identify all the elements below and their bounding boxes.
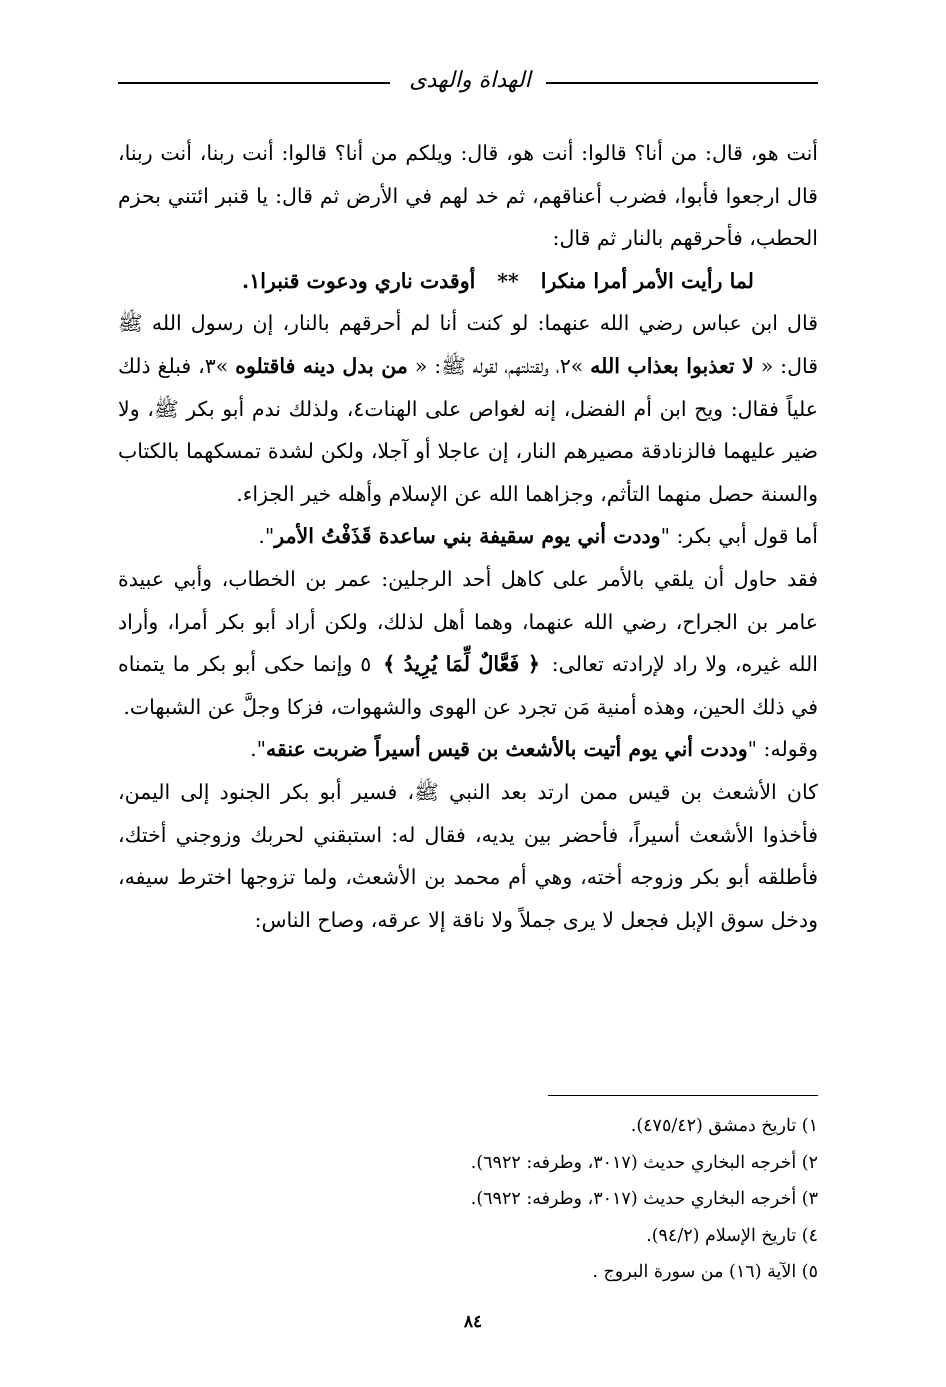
- paragraph-2-text-b: »٢، ولقتلتهم، لقوله ﷺ: «: [407, 353, 591, 378]
- footnotes: [300, 1108, 818, 1291]
- paragraph-3: [118, 515, 818, 558]
- paragraph-1: أنت هو، قال: من أنا؟ قالوا: أنت هو، قال: ويلكم من أنا؟ قالوا: أنت ربنا، أنت ربنا، قال ارجعوا فأبوا، فضرب أعناقهم، ثم خد لهم في الأرض ثم قال: يا قنبر ائتني بحزم الحطب، فأحرقهم بالنار ثم قال:: [118, 141, 818, 251]
- paragraph-2: [118, 302, 818, 515]
- page-number: ٨٤: [463, 1312, 483, 1332]
- paragraph-5-text-b: ".: [250, 737, 267, 762]
- header-title: الهداة والهدى: [409, 68, 531, 93]
- paragraph-6: كان الأشعث بن قيس ممن ارتد بعد النبي ﷺ، فسير أبو بكر الجنود إلى اليمن، فأخذوا الأشعث أسيراً، فأحضر بين يديه، فقال له: استبقني لحربك وزوجني أختك، فأطلقه أبو بكر وزوجه أخته، وهي أم محمد بن الأشعث، ولما تزوجها اخترط سيفه، ودخل سوق الإبل فجعل لا يرى جملاً ولا ناقة إلا عرقه، وصاح الناس:: [118, 779, 818, 932]
- header-rule-right: [546, 82, 818, 84]
- footnote-3: ٣) أخرجه البخاري حديث (٣٠١٧، وطرفه: ٦٩٢٢).: [470, 1189, 818, 1209]
- footnote-1: ١) تاريخ دمشق (٤٧٥/٤٢).: [630, 1116, 818, 1136]
- header-rule-left: [118, 82, 390, 84]
- poem-verse: [118, 260, 818, 303]
- poem-first-hemistich: لما رأيت الأمر أمرا منكرا: [540, 268, 754, 293]
- paragraph-2-text-a: قال ابن عباس رضي الله عنهما: لو كنت أنا لم أحرقهم بالنار، إن رسول الله ﷺ قال: «: [118, 311, 819, 378]
- quran-verse: ﴿ فَعَّالٌ لِّمَا يُرِيدُ ﴾: [383, 652, 540, 677]
- paragraph-2-text-c: »٣، فبلغ ذلك علياً فقال: ويح ابن أم الفضل، إنه لغواص على الهنات٤، ولذلك ندم أبو بكر ﷺ، ولا ضير عليهما فالزنادقة مصيرهم النار، إن عاجلا أو آجلا، ولكن لشدة تمسكهما بالكتاب والسنة حصل منهما التأثم، وجزاهما الله عن الإسلام وأهله خير الجزاء.: [118, 353, 818, 506]
- paragraph-3-text-b: ".: [258, 524, 275, 549]
- paragraph-4: [118, 558, 818, 728]
- poem-second-hemistich: أوقدت ناري ودعوت قنبرا١.: [242, 268, 476, 293]
- abu-bakr-quote-2: وددت أني يوم أتيت بالأشعث بن قيس أسيراً ضربت عنقه: [266, 737, 748, 762]
- footnote-5: ٥) الآية (١٦) من سورة البروج .: [592, 1262, 818, 1282]
- abu-bakr-quote-1: وددت أني يوم سقيفة بني ساعدة قَذَفْتُ الأمر: [274, 524, 661, 549]
- paragraph-5: [118, 728, 818, 771]
- hadith-quote-1: لا تعذبوا بعذاب الله: [590, 353, 754, 378]
- footnote-4: ٤) تاريخ الإسلام (٩٤/٢).: [646, 1225, 818, 1246]
- footnote-rule: [548, 1095, 818, 1096]
- paragraph-4-text-b: ٥ وإنما حكى أبو بكر ما يتمناه في ذلك الحين، وهذه أمنية مَن تجرد عن الهوى والشهوات، فزكا وجلَّ عن الشبهات.: [118, 652, 818, 719]
- footnote-2: ٢) أخرجه البخاري حديث (٣٠١٧، وطرفه: ٦٩٢٢).: [470, 1152, 818, 1173]
- main-text: [118, 132, 818, 941]
- poem-separator: **: [497, 268, 519, 293]
- paragraph-5-text-a: وقوله: ": [747, 737, 818, 762]
- paragraph-4-text-a: فقد حاول أن يلقي بالأمر على كاهل أحد الرجلين: عمر بن الخطاب، وأبي عبيدة عامر بن الجراح، رضي الله عنهما، وهما أهل لذلك، ولكن أراد أبو بكر أمرا، وأراد الله غيره، ولا راد لإرادته تعالى:: [118, 566, 818, 677]
- running-header: [118, 62, 818, 102]
- paragraph-3-text-a: أما قول أبي بكر: ": [660, 524, 818, 549]
- hadith-quote-2: من بدل دينه فاقتلوه: [235, 353, 408, 378]
